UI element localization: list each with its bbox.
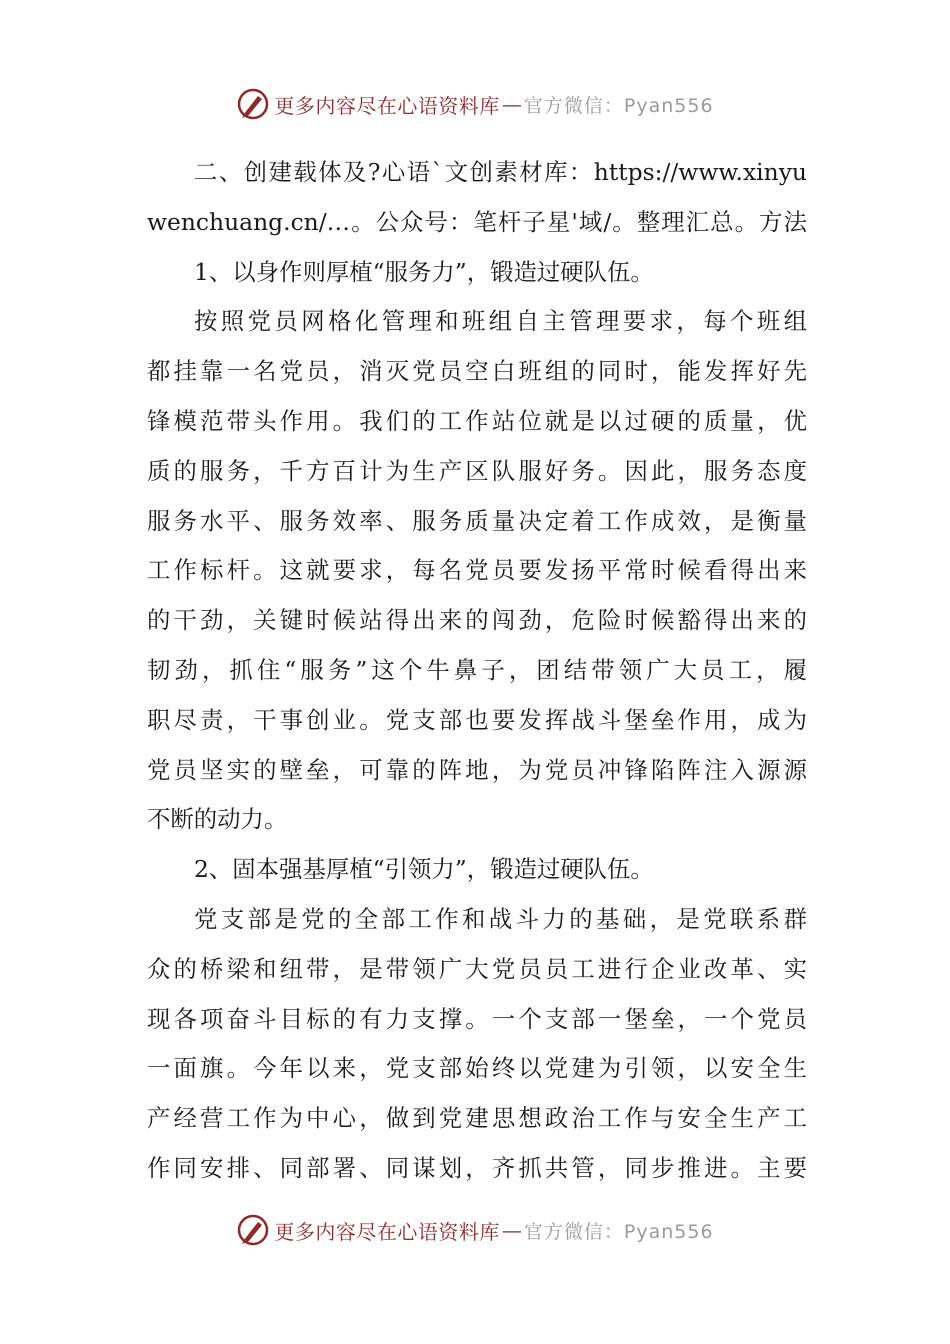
text-line: 现各项奋斗目标的有力支撑。一个支部一堡垒，一个党员 (147, 1004, 807, 1033)
text-line: 一面旗。今年以来，党支部始终以党建为引领，以安全生 (147, 1054, 807, 1083)
text-line: 二、创建载体及?心语`文创素材库：https://www.xinyu (194, 158, 807, 186)
text-line: 作同安排、同部署、同谋划，齐抓共管，同步推进。主要 (147, 1153, 807, 1182)
section-heading: 1、以身作则厚植“服务力”，锻造过硬队伍。 (194, 257, 654, 286)
text-line: 都挂靠一名党员，消灭党员空白班组的同时，能发挥好先 (147, 357, 807, 386)
text-line: 锋模范带头作用。我们的工作站位就是以过硬的质量，优 (147, 406, 807, 435)
text-line: 党员坚实的壁垒，可靠的阵地，为党员冲锋陷阵注入源源 (147, 755, 807, 784)
text-line: 的干劲，关键时候站得出来的闯劲，危险时候豁得出来的 (147, 606, 807, 635)
pen-logo-icon (236, 87, 270, 121)
banner-wechat: 官方微信：Pyan556 (523, 1220, 714, 1243)
text-line: 工作标杆。这就要求，每名党员要发扬平常时候看得出来 (147, 556, 807, 585)
text-line: 产经营工作为中心，做到党建思想政治工作与安全生产工 (147, 1104, 807, 1133)
text-line: 众的桥梁和纽带，是带领广大党员员工进行企业改革、实 (147, 954, 807, 983)
text-line: 质的服务，千方百计为生产区队服好务。因此，服务态度 (147, 456, 807, 485)
text-line: 韧劲，抓住“服务”这个牛鼻子，团结带领广大员工，履 (147, 655, 807, 684)
header-watermark-banner (0, 84, 950, 124)
text-line: wenchuang.cn/…。公众号：笔杆子星'域/。整理汇总。方法 (147, 207, 807, 236)
banner-wechat: 官方微信：Pyan556 (523, 94, 714, 117)
text-line: 不断的动力。 (147, 805, 288, 834)
banner-separator: — (501, 1218, 522, 1242)
footer-watermark-banner (0, 1210, 950, 1250)
banner-separator: — (501, 92, 522, 116)
text-line: 职尽责，干事创业。党支部也要发挥战斗堡垒作用，成为 (147, 705, 807, 734)
text-line: 党支部是党的全部工作和战斗力的基础，是党联系群 (194, 904, 807, 933)
banner-title: 更多内容尽在心语资料库 (274, 1219, 500, 1244)
section-heading: 2、固本强基厚植“引领力”，锻造过硬队伍。 (194, 855, 654, 884)
pen-logo-icon (236, 1213, 270, 1247)
document-body (147, 148, 807, 1194)
text-line: 按照党员网格化管理和班组自主管理要求，每个班组 (194, 307, 807, 336)
banner-title: 更多内容尽在心语资料库 (274, 93, 500, 118)
text-line: 服务水平、服务效率、服务质量决定着工作成效，是衡量 (147, 506, 807, 535)
